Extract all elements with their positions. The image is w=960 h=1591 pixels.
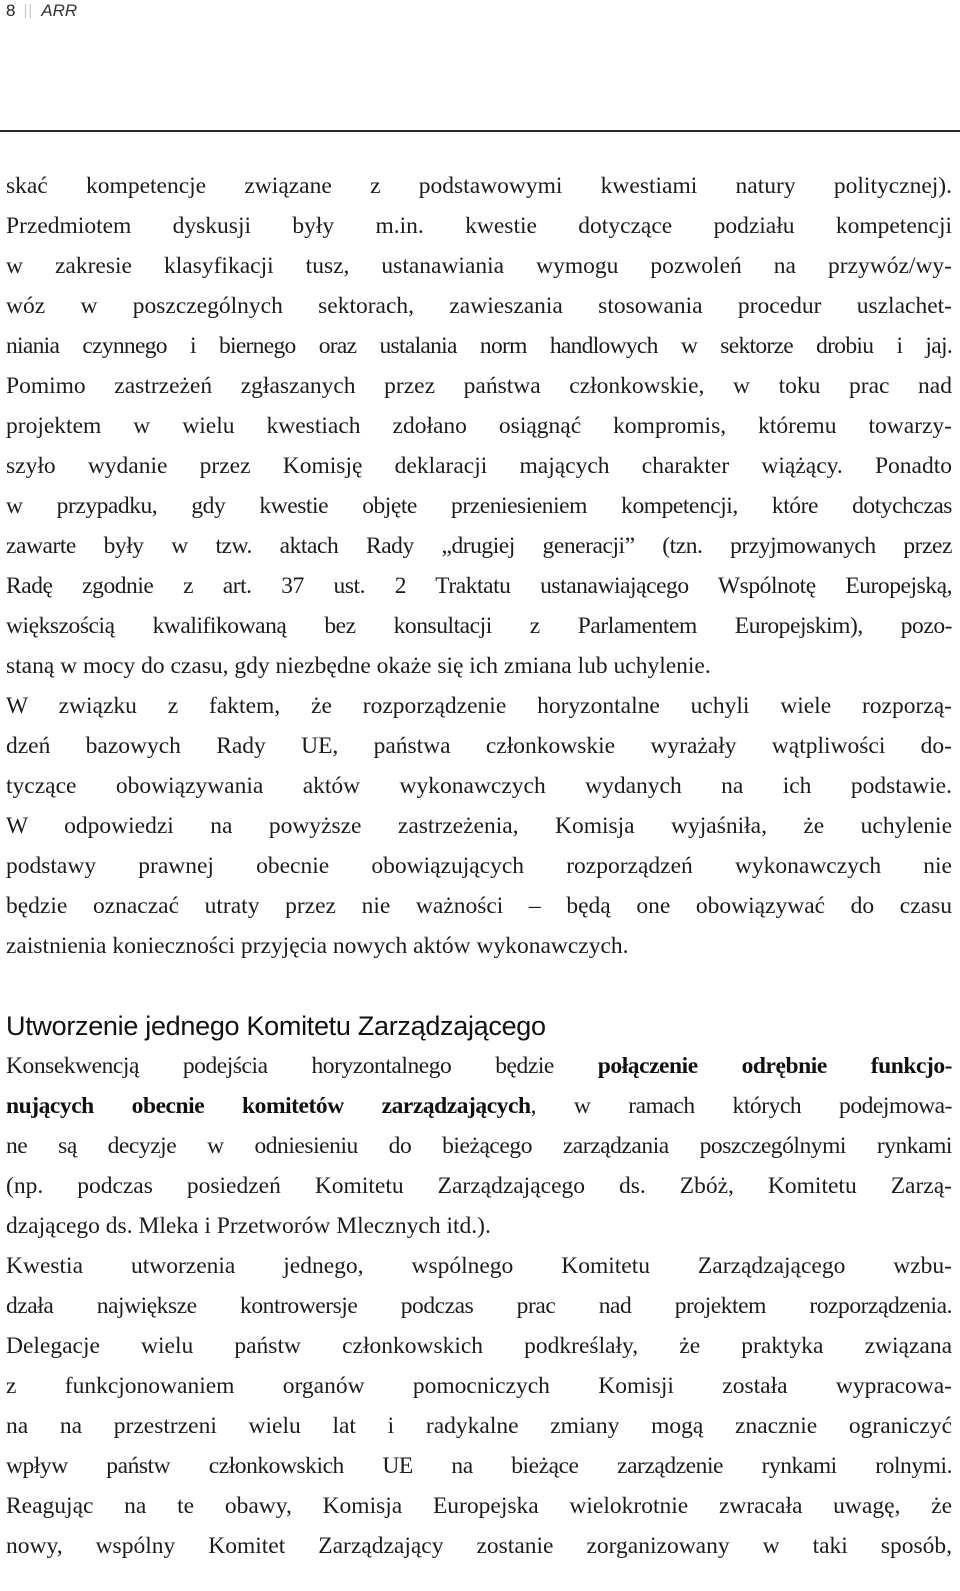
header-separator: || [23,2,34,19]
running-head [6,0,77,22]
text-line: będzie oznaczać utraty przez nie ważności – będą one obowiązywać do czasu [6,893,952,919]
text-line: ne są decyzje w odniesieniu do bieżącego zarządzania poszczególnymi rynkami [6,1133,952,1159]
text-line: dzała największe kontrowersje podczas prac nad projektem rozporządzenia. [6,1293,952,1319]
text-line: skać kompetencje związane z podstawowymi kwestiami natury politycznej). [6,173,952,199]
text-line: W odpowiedzi na powyższe zastrzeżenia, Komisja wyjaśniła, że uchylenie [6,813,952,839]
text-line: Pomimo zastrzeżeń zgłaszanych przez państwa członkowskie, w toku prac nad [6,373,952,399]
text-line: Kwestia utworzenia jednego, wspólnego Komitetu Zarządzającego wzbu- [6,1253,952,1279]
text-line: w przypadku, gdy kwestie objęte przeniesieniem kompetencji, które dotychczas [6,493,952,519]
text-line: Reagując na te obawy, Komisja Europejska wielokrotnie zwracała uwagę, że [6,1493,952,1519]
text-line: zaistnienia konieczności przyjęcia nowych aktów wykonawczych. [6,933,629,959]
bold-text-run: połączenie odrębnie funkcjo- [597,1053,952,1079]
text-line: szyło wydanie przez Komisję deklaracji mających charakter wiążący. Ponadto [6,453,952,479]
text-line [6,1086,952,1126]
text-line: tyczące obowiązywania aktów wykonawczych wydanych na ich podstawie. [6,773,952,799]
text-line: projektem w wielu kwestiach zdołano osiągnąć kompromis, któremu towarzy- [6,413,952,439]
text-line [6,1046,952,1086]
text-line: Przedmiotem dyskusji były m.in. kwestie dotyczące podziału kompetencji [6,213,952,239]
text-line: dzeń bazowych Rady UE, państwa członkowskie wyrażały wątpliwości do- [6,733,952,759]
text-line: na na przestrzeni wielu lat i radykalne zmiany mogą znacznie ograniczyć [6,1413,952,1439]
bold-text-run: nujących obecnie komitetów zarządzających [6,1093,531,1119]
text-line: z funkcjonowaniem organów pomocniczych Komisji została wypracowa- [6,1373,952,1399]
text-line: wpływ państw członkowskich UE na bieżące zarządzenie rynkami rolnymi. [6,1453,952,1479]
header-rule [0,130,960,132]
text-line: W związku z faktem, że rozporządzenie horyzontalne uchyli wiele rozporzą- [6,693,952,719]
text-line: (np. podczas posiedzeń Komitetu Zarządzającego ds. Zbóż, Komitetu Zarzą- [6,1173,952,1199]
text-line: Delegacje wielu państw członkowskich podkreślały, że praktyka związana [6,1333,952,1359]
text-run: , w ramach których podejmowa- [530,1093,952,1119]
text-line: dzającego ds. Mleka i Przetworów Mlecznych itd.). [6,1213,491,1239]
text-line: Radę zgodnie z art. 37 ust. 2 Traktatu ustanawiającego Wspólnotę Europejską, [6,573,952,599]
text-line: w zakresie klasyfikacji tusz, ustanawiania wymogu pozwoleń na przywóz/wy- [6,253,952,279]
text-line: nowy, wspólny Komitet Zarządzający zostanie zorganizowany w taki sposób, [6,1533,952,1559]
text-line: zawarte były w tzw. aktach Rady „drugiej generacji” (tzn. przyjmowanych przez [6,533,952,559]
running-title: ARR [41,1,78,20]
text-line: staną w mocy do czasu, gdy niezbędne okaże się ich zmiana lub uchylenie. [6,653,711,679]
text-line: większością kwalifikowaną bez konsultacji z Parlamentem Europejskim), pozo- [6,613,952,639]
page-number: 8 [6,1,16,20]
text-run: Konsekwencją podejścia horyzontalnego będzie [6,1053,598,1079]
text-line: niania czynnego i biernego oraz ustalania norm handlowych w sektorze drobiu i jaj. [6,333,952,359]
section-heading: Utworzenie jednego Komitetu Zarządzającego [6,1011,546,1041]
text-line: podstawy prawnej obecnie obowiązujących rozporządzeń wykonawczych nie [6,853,952,879]
body-text [6,166,952,1566]
text-line: wóz w poszczególnych sektorach, zawieszania stosowania procedur uszlachet- [6,293,952,319]
